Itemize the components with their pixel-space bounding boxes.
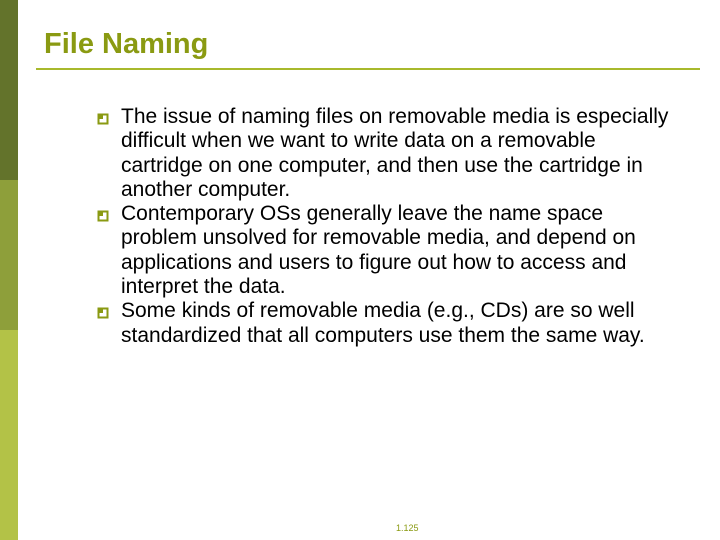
slide-title: File Naming	[44, 28, 209, 60]
bullet-item	[97, 299, 677, 348]
square-bullet-icon	[97, 307, 109, 319]
side-bar-segment-bottom	[0, 330, 18, 540]
square-bullet-icon	[97, 113, 109, 125]
bullet-text: The issue of naming files on removable media is especially difficult when we want to write data on a removable cartridge on one computer, and then use the cartridge in another computer.	[121, 105, 669, 201]
bullet-item	[97, 202, 677, 299]
page-number: 1.125	[396, 523, 419, 533]
title-underline	[36, 68, 700, 70]
bullet-item	[97, 105, 677, 202]
side-bar	[0, 0, 18, 540]
side-bar-segment-top	[0, 0, 18, 180]
bullet-text: Contemporary OSs generally leave the name space problem unsolved for removable media, and depend on applications and users to figure out how to access and interpret the data.	[121, 202, 636, 299]
side-bar-segment-middle	[0, 180, 18, 330]
bullet-text: Some kinds of removable media (e.g., CDs) are so well standardized that all computers use them the same way.	[121, 299, 645, 347]
bullet-list	[97, 105, 677, 348]
square-bullet-icon	[97, 210, 109, 222]
